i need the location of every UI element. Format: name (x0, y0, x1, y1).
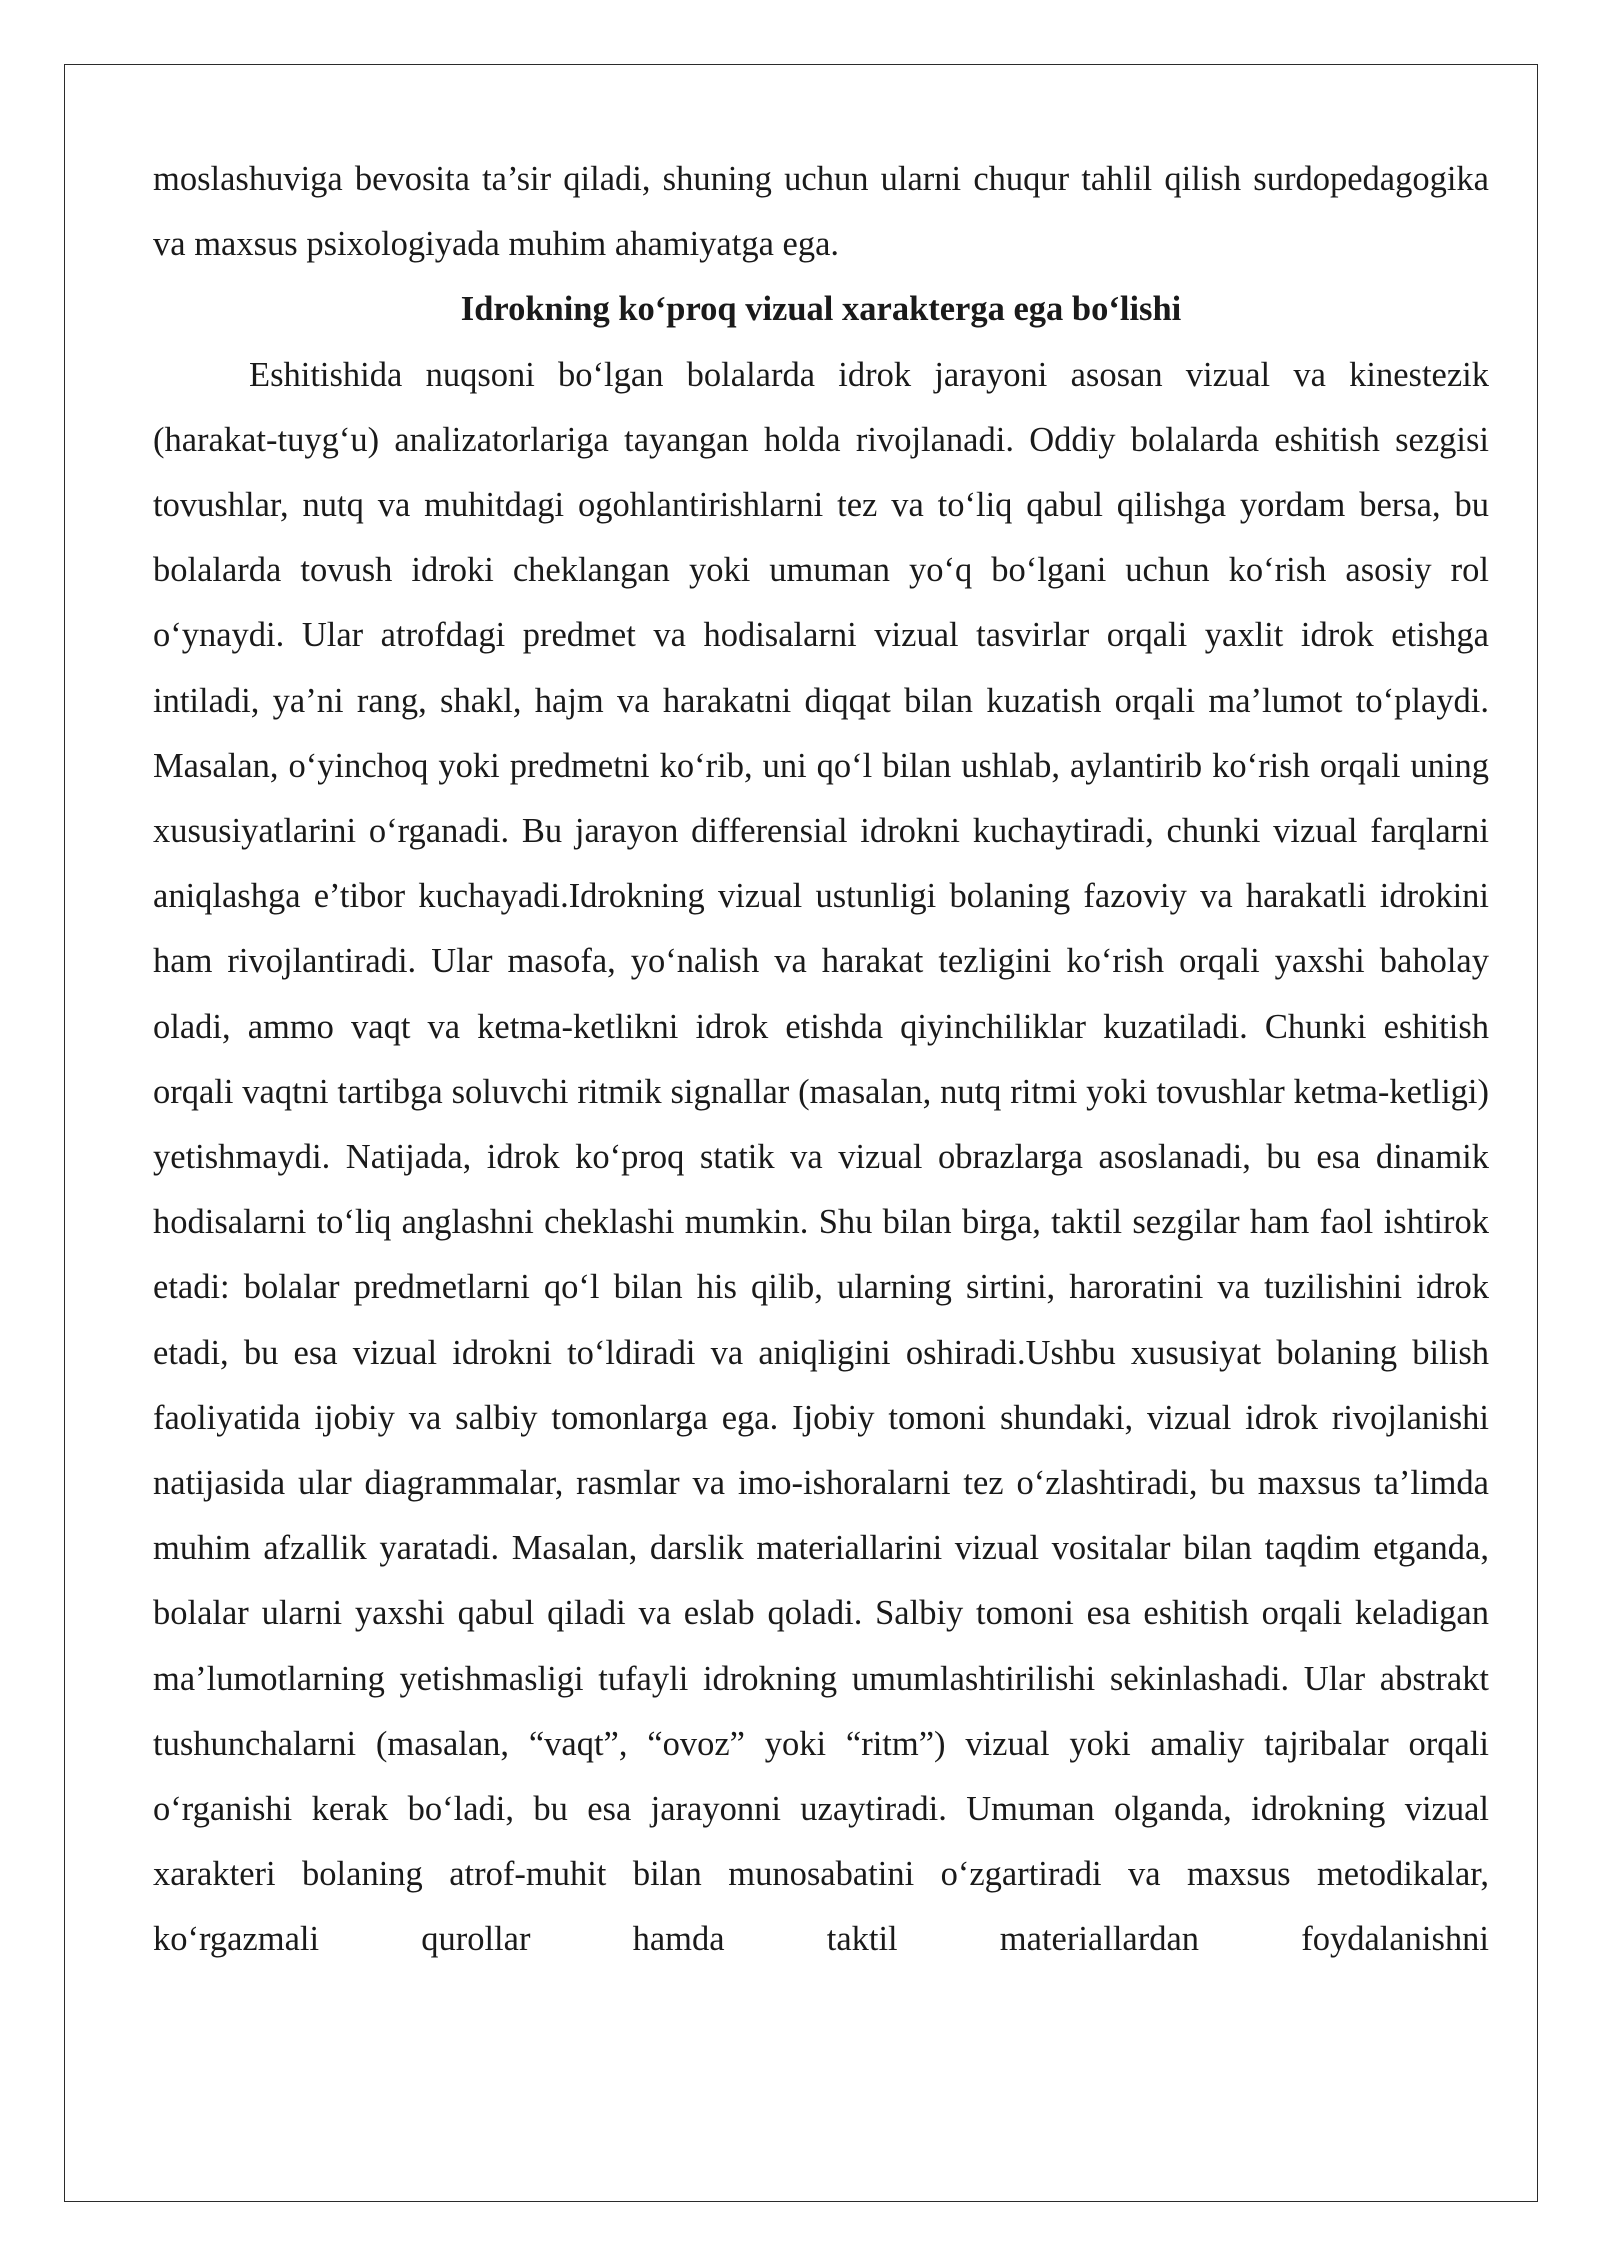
section-heading: Idrokning ko‘proq vizual xarakterga ega bo‘lishi (460, 290, 1182, 329)
intro-paragraph: moslashuviga bevosita ta’sir qiladi, shuning uchun ularni chuqur tahlil qilish surdopedagogika va maxsus psixologiyada muhim ahamiyatga ega. (153, 160, 1489, 264)
body-paragraph: Eshitishida nuqsoni bo‘lgan bolalarda idrok jarayoni asosan vizual va kinestezik (harakat-tuyg‘u) analizatorlariga tayangan holda rivojlanadi. Oddiy bolalarda eshitish sezgisi tovushlar, nutq va muhitdagi ogohlantirishlarni tez va to‘liq qabul qilishga yordam bersa, bu bolalarda tovush idroki cheklangan yoki umuman yo‘q bo‘lgani uchun ko‘rish asosiy rol o‘ynaydi. Ular atrofdagi predmet va hodisalarni vizual tasvirlar orqali yaxlit idrok etishga intiladi, ya’ni rang, shakl, hajm va harakatni diqqat bilan kuzatish orqali ma’lumot to‘playdi. Masalan, o‘yinchoq yoki predmetni ko‘rib, uni qo‘l bilan ushlab, aylantirib ko‘rish orqali uning xususiyatlarini o‘rganadi. Bu jarayon differensial idrokni kuchaytiradi, chunki vizual farqlarni aniqlashga e’tibor kuchayadi.Idrokning vizual ustunligi bolaning fazoviy va harakatli idrokini ham rivojlantiradi. Ular masofa, yo‘nalish va harakat tezligini ko‘rish orqali yaxshi baholay oladi, ammo vaqt va ketma-ketlikni idrok etishda qiyinchiliklar kuzatiladi. Chunki eshitish orqali vaqtni tartibga soluvchi ritmik signallar (masalan, nutq ritmi yoki tovushlar ketma-ketligi) yetishmaydi. Natijada, idrok ko‘proq statik va vizual obrazlarga asoslanadi, bu esa dinamik hodisalarni to‘liq anglashni cheklashi mumkin. Shu bilan birga, taktil sezgilar ham faol ishtirok etadi: bolalar predmetlarni qo‘l bilan his qilib, ularning sirtini, haroratini va tuzilishini idrok etadi, bu esa vizual idrokni to‘ldiradi va aniqligini oshiradi.Ushbu xususiyat bolaning bilish faoliyatida ijobiy va salbiy tomonlarga ega. Ijobiy tomoni shundaki, vizual idrok rivojlanishi natijasida ular diagrammalar, rasmlar va imo-ishoralarni tez o‘zlashtiradi, bu maxsus ta’limda muhim afzallik yaratadi. Masalan, darslik materiallarini vizual vositalar bilan taqdim etganda, bolalar ularni yaxshi qabul qiladi va eslab qoladi. Salbiy tomoni esa eshitish orqali keladigan ma’lumotlarning yetishmasligi tufayli idrokning umumlashtirilishi sekinlashadi. Ular abstrakt tushunchalarni (masalan, “vaqt”, “ovoz” yoki “ritm”) vizual yoki amaliy tajribalar orqali o‘rganishi kerak bo‘ladi, bu esa jarayonni uzaytiradi. Umuman olganda, idrokning vizual xarakteri bolaning atrof-muhit bilan munosabatini o‘zgartiradi va maxsus metodikalar, ko‘rgazmali qurollar hamda taktil materiallardan foydalanishni (153, 355, 1489, 1959)
document-body (153, 147, 1489, 1973)
